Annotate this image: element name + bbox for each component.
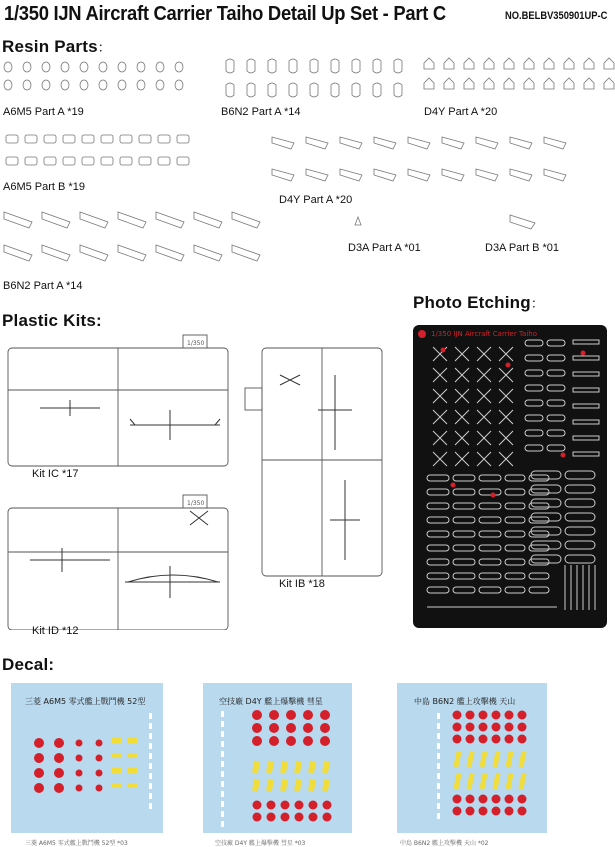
decal-caption-b6n2: 中島 B6N2 艦上攻擊機 天山 *02 (400, 840, 489, 847)
product-code: NO.BELBV350901UP-C (505, 10, 608, 22)
caption-d4y-a-top: D4Y Part A *20 (424, 106, 498, 118)
plastic-sprues-illustration (0, 330, 400, 630)
caption-a6m5-a: A6M5 Part A *19 (3, 106, 84, 118)
decal-sheet-a6m5 (11, 683, 163, 833)
svg-text:1/350 IJN Aircraft Carrier Tai: 1/350 IJN Aircraft Carrier Taiho (431, 330, 538, 338)
caption-kit-id: Kit ID *12 (32, 625, 79, 637)
caption-kit-ib: Kit IB *18 (279, 578, 325, 590)
caption-b6n2-a-top: B6N2 Part A *14 (221, 106, 301, 118)
decal-marks-a6m5 (11, 683, 163, 833)
decal-header-a6m5: 三菱 A6M5 零式艦上戰鬥機 52型 (25, 697, 146, 706)
decal-caption-a6m5: 三菱 A6M5 零式艦上戰鬥機 52型 *03 (25, 840, 128, 847)
page-title: 1/350 IJN Aircraft Carrier Taiho Detail Up Set - Part C (4, 3, 446, 25)
svg-text:1/350: 1/350 (187, 340, 205, 347)
caption-a6m5-b: A6M5 Part B *19 (3, 181, 85, 193)
caption-d4y-a-mid: D4Y Part A *20 (279, 194, 353, 206)
caption-kit-ic: Kit IC *17 (32, 468, 79, 480)
decal-header-d4y: 空技廠 D4Y 艦上爆擊機 彗星 (219, 697, 323, 706)
caption-d3a-b: D3A Part B *01 (485, 242, 559, 254)
decal-marks-b6n2 (397, 683, 547, 833)
decal-header-b6n2: 中島 B6N2 艦上攻擊機 天山 (414, 697, 516, 706)
decal-heading: Decal: (2, 655, 55, 674)
resin-heading: Resin Parts： (2, 37, 111, 56)
decal-marks-d4y (203, 683, 352, 833)
photo-etching-sheet (413, 325, 607, 628)
resin-parts-illustration (0, 55, 615, 305)
decal-sheet-d4y (203, 683, 352, 833)
caption-b6n2-a-bottom: B6N2 Part A *14 (3, 280, 83, 292)
caption-d3a-a: D3A Part A *01 (348, 242, 421, 254)
photo-etching-parts (413, 325, 607, 628)
decal-caption-d4y: 空技廠 D4Y 艦上爆擊機 彗星 *03 (215, 840, 306, 847)
svg-text:1/350: 1/350 (187, 500, 205, 507)
plastic-heading: Plastic Kits: (2, 311, 102, 330)
photo-etching-heading: Photo Etching： (413, 293, 545, 312)
decal-sheet-b6n2 (397, 683, 547, 833)
